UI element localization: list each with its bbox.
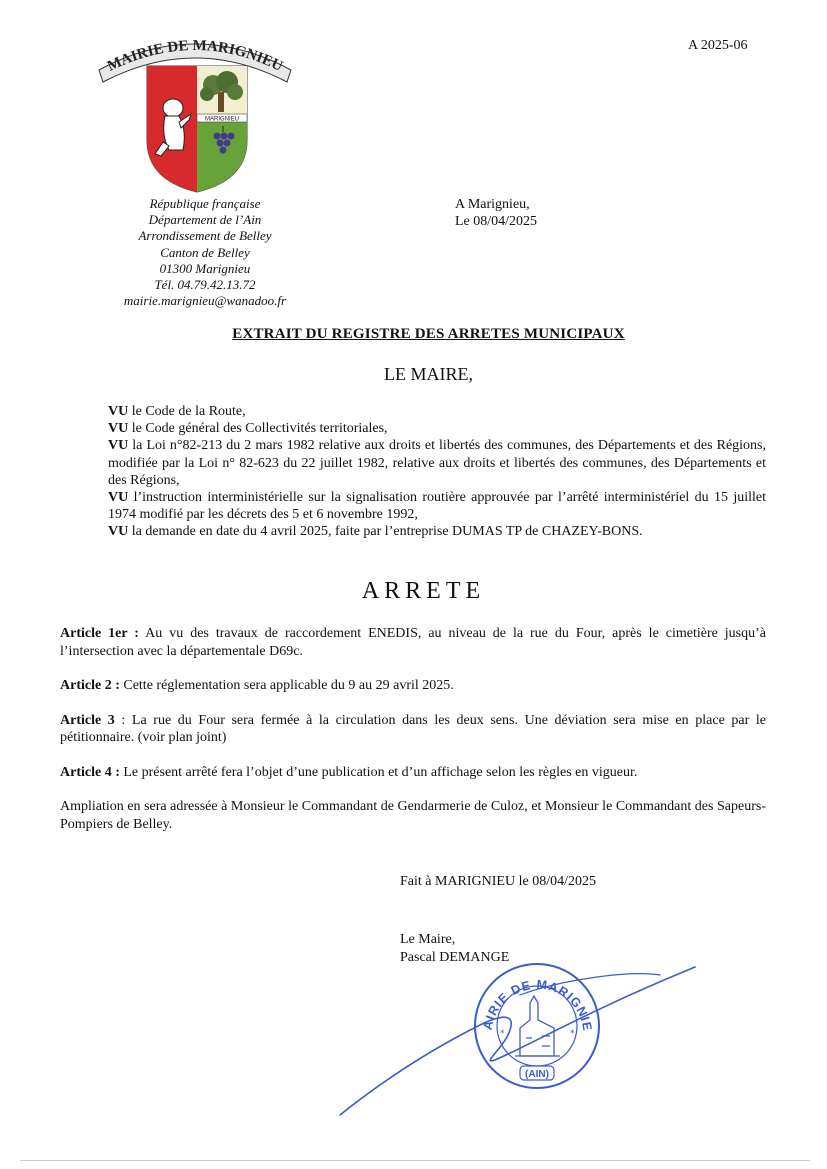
page-edge-line (20, 1160, 810, 1161)
place: A Marignieu, (455, 197, 530, 212)
consideration-item: VU la Loi n°82-213 du 2 mars 1982 relative aux droits et libertés des communes, des Départements et des Régions, modifiée par la Loi n° 82-623 du 22 juillet 1982, relative aux droits et libertés des communes, des Départements et des Régions, (108, 438, 766, 488)
article: Article 1er : Au vu des travaux de raccordement ENEDIS, au niveau de la rue du Four, après le cimetière jusqu’à l’intersection avec la départementale D69c. (60, 626, 767, 659)
arrete-heading: ARRETE (361, 578, 486, 604)
email-address: mairie.marignieu@wanadoo.fr (123, 293, 287, 309)
signatory-name: Pascal DEMANGE (400, 950, 510, 965)
document-title: EXTRAIT DU REGISTRE DES ARRETES MUNICIPAUX (232, 326, 625, 342)
address-line: Arrondissement de Belley (138, 228, 272, 244)
municipal-logo (95, 30, 295, 195)
address-line: Canton de Belley (160, 244, 250, 260)
consideration-item: VU la demande en date du 4 avril 2025, faite par l’entreprise DUMAS TP de CHAZEY-BONS. (108, 524, 643, 540)
shield-town-label: MARIGNIEU (204, 116, 240, 123)
considerations (108, 403, 766, 541)
consideration-item: VU le Code général des Collectivités territoriales, (108, 421, 388, 437)
church-icon (515, 996, 560, 1056)
svg-text:*: * (500, 1029, 505, 1039)
date: Le 08/04/2025 (455, 214, 538, 229)
document-reference: A 2025-06 (688, 38, 748, 53)
ampliation: Ampliation en sera adressée à Monsieur le Commandant de Gendarmerie de Culoz, et Monsieur le Commandant des Sapeurs-Pompiers de Belley. (60, 799, 766, 832)
signatory-role: Le Maire, (400, 932, 456, 947)
place-and-date (455, 196, 537, 230)
stamp-top-text: AIRIE DE MARIGNIE (480, 977, 595, 1033)
consideration-item: VU l’instruction interministérielle sur la signalisation routière approuvée par l’arrêté interministériel du 15 juillet 1974 modifié par les décrets des 5 et 6 novembre 1992, (108, 490, 766, 523)
article: Article 3 : La rue du Four sera fermée à la circulation dans les deux sens. Une déviation sera mise en place par le pétitionnaire. (voir plan joint) (60, 712, 766, 745)
article: Article 2 : Cette réglementation sera applicable du 9 au 29 avril 2025. (60, 678, 454, 693)
address-line: République française (149, 196, 261, 211)
municipality-address (90, 196, 320, 309)
maire-heading: LE MAIRE, (384, 364, 473, 384)
signature-place-date: Fait à MARIGNIEU le 08/04/2025 (400, 874, 596, 889)
official-stamp (470, 958, 605, 1093)
consideration-item: VU le Code de la Route, (108, 404, 246, 419)
svg-text:*: * (570, 1029, 575, 1039)
phone-number: Tél. 04.79.42.13.72 (154, 277, 256, 293)
article: Article 4 : Le présent arrêté fera l’objet d’une publication et d’un affichage selon les règles en vigueur. (60, 764, 638, 780)
articles (60, 625, 766, 850)
stamp-bottom-text: (AIN) (525, 1069, 549, 1080)
address-line: Département de l’Ain (148, 212, 262, 228)
logo-banner-text: MAIRIE DE MARIGNIEU (105, 37, 286, 75)
address-line: 01300 Marignieu (159, 260, 251, 276)
